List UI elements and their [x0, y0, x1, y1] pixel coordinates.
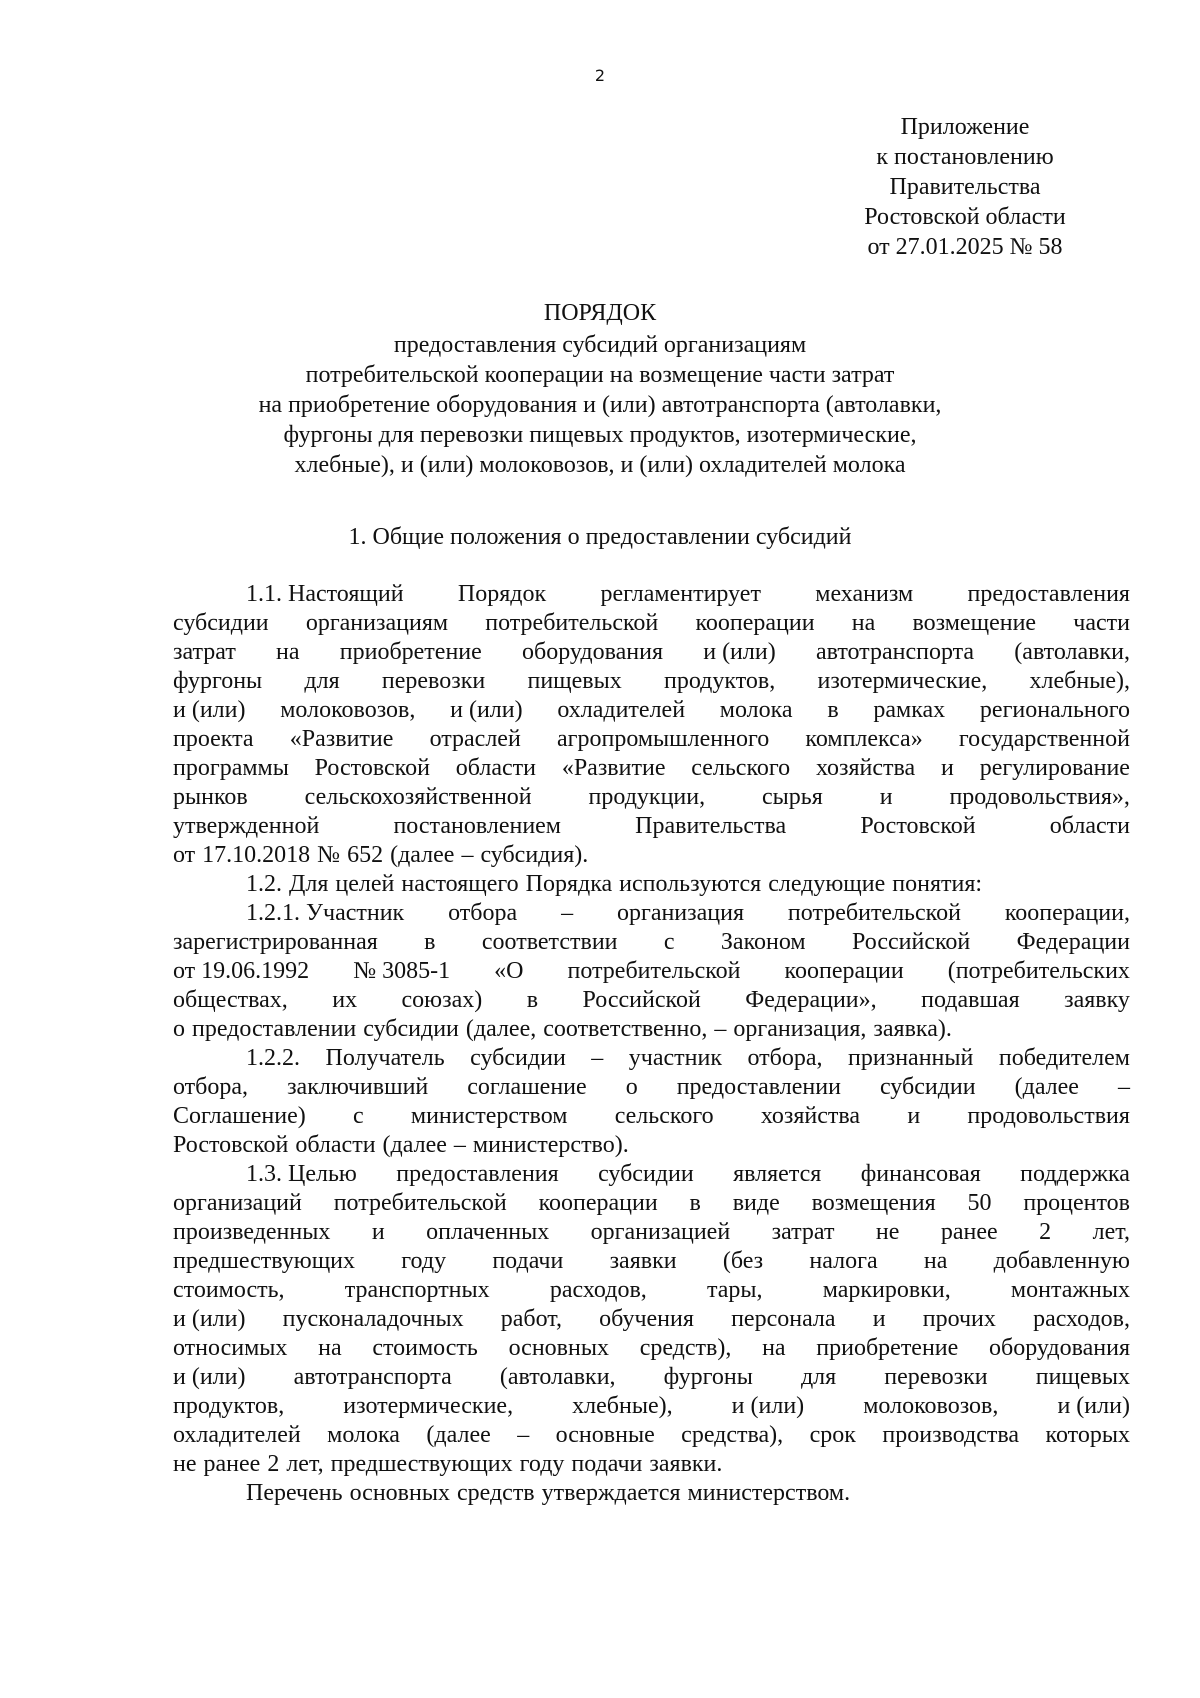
body-word: перевозки	[381, 668, 486, 694]
body-word: процентов	[1023, 1190, 1130, 1216]
body-word: Правительства	[635, 813, 787, 839]
body-word: сельскохозяйственной	[304, 784, 532, 810]
annex-line: Ростовской области	[864, 204, 1066, 230]
body-word: потребительской	[567, 958, 741, 984]
body-word: Порядок	[457, 581, 547, 607]
body-line	[173, 696, 1130, 725]
body-word: маркировки,	[822, 1277, 951, 1303]
body-word: на	[276, 639, 300, 665]
body-word: с	[663, 929, 675, 955]
body-word: заявка).	[873, 1016, 952, 1042]
body-word: Для	[289, 871, 329, 897]
body-word: заключивший	[287, 1074, 429, 1100]
body-word: министерство).	[472, 1132, 629, 1158]
body-word: заявки	[609, 1248, 677, 1274]
body-word: охладителей	[557, 697, 686, 723]
body-word: расходов,	[549, 1277, 647, 1303]
body-word: –	[561, 900, 574, 926]
body-word: приобретение	[816, 1335, 959, 1361]
body-word: и (или)	[450, 697, 523, 723]
body-word: субсидии	[363, 1016, 459, 1042]
body-word: предоставления	[967, 581, 1130, 607]
body-word: организацией	[590, 1219, 731, 1245]
body-word: и	[371, 1219, 385, 1245]
body-word: 17.10.2018	[202, 842, 311, 868]
body-line	[173, 1276, 1130, 1305]
body-word: на	[851, 610, 876, 636]
body-line	[173, 783, 1130, 812]
body-word: обществах,	[173, 987, 288, 1013]
body-word: –	[591, 1045, 604, 1071]
body-word: и (или)	[173, 1306, 246, 1332]
body-word: не	[875, 1219, 900, 1245]
body-word: заявку	[1064, 987, 1130, 1013]
body-word: приобретение	[339, 639, 482, 665]
body-word: производства	[882, 1422, 1020, 1448]
body-word: потребительской	[485, 610, 659, 636]
body-word: №	[317, 842, 341, 868]
body-word: государственной	[958, 726, 1130, 752]
body-word: сельского	[614, 1103, 714, 1129]
body-word: ранее	[203, 1451, 261, 1477]
document-title: ПОРЯДОК	[543, 300, 657, 326]
body-word: от	[173, 842, 196, 868]
body-word: кооперации,	[1004, 900, 1130, 926]
body-word: (далее	[426, 1422, 491, 1448]
body-word: средства),	[681, 1422, 784, 1448]
body-word: Перечень	[246, 1480, 343, 1506]
body-word: на	[923, 1248, 948, 1274]
body-word: фургоны	[173, 668, 263, 694]
body-word: и (или)	[731, 1393, 805, 1419]
body-word: отраслей	[429, 726, 521, 752]
body-word: Порядка	[525, 871, 613, 897]
body-word: следующие	[768, 871, 886, 897]
body-word: с	[352, 1103, 364, 1129]
body-word: области	[1049, 813, 1130, 839]
body-word: (без	[722, 1248, 764, 1274]
body-word: подачи	[492, 1248, 564, 1274]
body-word: регулирование	[979, 755, 1130, 781]
body-word: основных	[508, 1335, 609, 1361]
annex-block	[840, 112, 1090, 262]
body-word: предшествующих	[173, 1248, 356, 1274]
body-word: в	[424, 929, 436, 955]
body-word: Законом	[720, 929, 806, 955]
body-word: их	[332, 987, 358, 1013]
body-word: о	[625, 1074, 638, 1100]
body-word: о	[173, 1016, 185, 1042]
body-word: перевозки	[884, 1364, 988, 1390]
body-word: потребительской	[787, 900, 961, 926]
body-line	[173, 1218, 1130, 1247]
body-word: 2	[267, 1451, 280, 1477]
annex-line: Приложение	[900, 114, 1030, 140]
body-word: настоящего	[401, 871, 519, 897]
body-word: произведенных	[173, 1219, 331, 1245]
body-line	[173, 1363, 1130, 1392]
body-word: проекта	[173, 726, 254, 752]
body-word: предоставлении	[676, 1074, 841, 1100]
body-line	[173, 841, 1130, 870]
body-word: министерством.	[687, 1480, 851, 1506]
body-word: соглашение	[467, 1074, 587, 1100]
body-word: целей	[335, 871, 395, 897]
body-word: –	[1117, 1074, 1130, 1100]
body-word: персонала	[731, 1306, 836, 1332]
body-word: министерством	[410, 1103, 568, 1129]
body-word: основных	[349, 1480, 450, 1506]
body-word: организациям	[305, 610, 449, 636]
body-word: продовольствия	[967, 1103, 1130, 1129]
body-word: отбора,	[173, 1074, 249, 1100]
body-line	[173, 1479, 1130, 1508]
body-word: заявки.	[649, 1451, 723, 1477]
body-word: Получатель	[325, 1045, 445, 1071]
body-line	[173, 580, 1130, 609]
body-word: 2	[1039, 1219, 1052, 1245]
body-word: охладителей	[173, 1422, 301, 1448]
body-word: признанный	[848, 1045, 974, 1071]
body-word: кооперации	[538, 1190, 658, 1216]
body-word: 652	[347, 842, 384, 868]
body-word: субсидии	[470, 1045, 566, 1071]
document-subtitle-line: предоставления субсидий организациям	[393, 332, 807, 358]
body-word: продовольствия»,	[949, 784, 1130, 810]
body-word: № 3085-1	[353, 958, 451, 984]
body-word: в	[526, 987, 539, 1013]
body-word: субсидии	[879, 1074, 976, 1100]
body-word: «Развитие	[289, 726, 394, 752]
body-word: регламентирует	[600, 581, 761, 607]
body-word: и (или)	[1057, 1393, 1130, 1419]
body-word: прочих	[922, 1306, 996, 1332]
body-line	[173, 957, 1130, 986]
body-line	[173, 1102, 1130, 1131]
body-word: кооперации	[695, 610, 815, 636]
body-line	[173, 928, 1130, 957]
body-word: комплекса»	[805, 726, 923, 752]
body-word: возмещения	[811, 1190, 936, 1216]
body-word: году	[401, 1248, 447, 1274]
body-word: основные	[555, 1422, 655, 1448]
body-word: рамках	[873, 697, 946, 723]
body-word: в	[689, 1190, 701, 1216]
body-word: году	[519, 1451, 565, 1477]
body-word: на	[762, 1335, 786, 1361]
body-word: обучения	[599, 1306, 694, 1332]
body-word: предшествующих	[330, 1451, 513, 1477]
body-line	[173, 609, 1130, 638]
body-word: 1.2.	[246, 871, 282, 897]
body-word: Ростовской	[314, 755, 430, 781]
body-word: автотранспорта	[815, 639, 975, 665]
body-line	[173, 1247, 1130, 1276]
body-word: кооперации	[784, 958, 904, 984]
body-word: продуктов,	[664, 668, 776, 694]
body-line	[173, 1334, 1130, 1363]
document-subtitle-line: фургоны для перевозки пищевых продуктов, изотермические,	[283, 422, 917, 448]
body-word: 1.2.1. Участник	[246, 900, 405, 926]
body-line	[173, 667, 1130, 696]
body-line	[173, 1450, 1130, 1479]
body-line	[173, 1015, 1130, 1044]
body-line	[173, 1421, 1130, 1450]
body-word: возмещение	[912, 610, 1037, 636]
body-word: средств),	[639, 1335, 732, 1361]
body-word: молока	[719, 697, 793, 723]
body-word: и (или)	[173, 1364, 246, 1390]
body-word: предоставлении	[192, 1016, 357, 1042]
body-word: постановлением	[393, 813, 561, 839]
body-word: отбора	[448, 900, 518, 926]
body-word: –	[453, 1132, 466, 1158]
body-word: организация,	[733, 1016, 867, 1042]
body-word: лет,	[286, 1451, 324, 1477]
body-word: ранее	[940, 1219, 998, 1245]
body-word: 1.2.2.	[246, 1045, 300, 1071]
body-word: (автолавки,	[1014, 639, 1130, 665]
annex-line: от 27.01.2025 № 58	[867, 234, 1063, 260]
body-word: монтажных	[1010, 1277, 1130, 1303]
body-line	[173, 638, 1130, 667]
body-word: автотранспорта	[293, 1364, 452, 1390]
body-word: для	[800, 1364, 837, 1390]
body-word: пусконаладочных	[282, 1306, 464, 1332]
body-word: (далее	[1014, 1074, 1079, 1100]
body-word: является	[733, 1161, 822, 1187]
body-word: предоставления	[396, 1161, 559, 1187]
body-word: и (или)	[173, 697, 246, 723]
section-heading: 1. Общие положения о предоставлении субсидий	[348, 524, 852, 550]
body-line	[173, 1392, 1130, 1421]
body-word: рынков	[173, 784, 248, 810]
body-word: работ,	[500, 1306, 562, 1332]
body-word: сырья	[762, 784, 823, 810]
body-line	[173, 812, 1130, 841]
body-line	[173, 1189, 1130, 1218]
body-word: пищевых	[527, 668, 622, 694]
body-word: области	[455, 755, 537, 781]
body-word: –	[517, 1422, 530, 1448]
body-word: области	[295, 1132, 376, 1158]
body-word: подачи	[571, 1451, 643, 1477]
body-word: изотермические,	[817, 668, 988, 694]
body-word: добавленную	[993, 1248, 1130, 1274]
body-word: (автолавки,	[499, 1364, 616, 1390]
body-word: оплаченных	[426, 1219, 550, 1245]
body-word: хлебные),	[1029, 668, 1130, 694]
body-word: Федерации»,	[745, 987, 877, 1013]
body-word: и (или)	[703, 639, 776, 665]
body-word: «Развитие	[561, 755, 666, 781]
body-word: и	[941, 755, 954, 781]
body-word: фургоны	[663, 1364, 753, 1390]
body-line	[173, 1073, 1130, 1102]
body-line	[173, 986, 1130, 1015]
annex-line: к постановлению	[876, 144, 1054, 170]
body-word: стоимость	[372, 1335, 478, 1361]
body-word: (далее	[390, 842, 455, 868]
body-word: молока	[327, 1422, 400, 1448]
body-word: лет,	[1092, 1219, 1130, 1245]
body-line	[173, 899, 1130, 928]
body-word: механизм	[815, 581, 914, 607]
body-word: и	[879, 784, 893, 810]
body-word: отбора,	[747, 1045, 823, 1071]
body-word: подавшая	[921, 987, 1020, 1013]
body-word: тары,	[706, 1277, 763, 1303]
body-word: –	[714, 1016, 727, 1042]
body-line	[173, 1131, 1130, 1160]
body-word: утвержденной	[173, 813, 320, 839]
body-word: союзах)	[401, 987, 483, 1013]
body-word: субсидии	[598, 1161, 694, 1187]
body-word: которых	[1045, 1422, 1130, 1448]
body-word: участник	[628, 1045, 722, 1071]
body-word: потребительской	[333, 1190, 507, 1216]
annex-line: Правительства	[889, 174, 1041, 200]
body-word: оборудования	[989, 1335, 1130, 1361]
body-word: 1.1. Настоящий	[246, 581, 404, 607]
body-word: для	[304, 668, 340, 694]
body-word: зарегистрированная	[173, 929, 378, 955]
page-number: 2	[594, 66, 606, 85]
body-word: (потребительских	[947, 958, 1130, 984]
body-word: хлебные),	[572, 1393, 673, 1419]
document-subtitle-line: на приобретение оборудования и (или) автотранспорта (автолавки,	[258, 392, 942, 418]
body-word: на	[318, 1335, 342, 1361]
body-word: части	[1073, 610, 1130, 636]
body-word: организаций	[173, 1190, 302, 1216]
body-word: Федерации	[1016, 929, 1130, 955]
body-word: понятия:	[892, 871, 983, 897]
body-word: пищевых	[1035, 1364, 1130, 1390]
body-word: не	[173, 1451, 197, 1477]
body-word: используются	[619, 871, 762, 897]
body-word: и	[872, 1306, 886, 1332]
document-subtitle-line: потребительской кооперации на возмещение части затрат	[305, 362, 895, 388]
body-word: Ростовской	[860, 813, 976, 839]
body-word: средств	[456, 1480, 535, 1506]
body-word: хозяйства	[815, 755, 916, 781]
body-word: срок	[809, 1422, 856, 1448]
body-word: виде	[732, 1190, 780, 1216]
body-word: победителем	[998, 1045, 1130, 1071]
body-word: регионального	[979, 697, 1130, 723]
body-line	[173, 1044, 1130, 1073]
body-word: поддержка	[1020, 1161, 1130, 1187]
body-word: (далее	[382, 1132, 447, 1158]
body-word: в	[827, 697, 839, 723]
body-line	[173, 870, 1130, 899]
body-word: финансовая	[860, 1161, 981, 1187]
body-word: Ростовской	[173, 1132, 289, 1158]
body-word: продукции,	[588, 784, 706, 810]
body-word: субсидия).	[480, 842, 589, 868]
body-line	[173, 1305, 1130, 1334]
body-word: затрат	[173, 639, 236, 665]
body-word: расходов,	[1033, 1306, 1130, 1332]
document-title-block	[150, 298, 1050, 480]
body-line	[173, 725, 1130, 754]
body-word: агропромышленного	[556, 726, 770, 752]
body-line	[173, 1160, 1130, 1189]
body-line	[173, 754, 1130, 783]
body-word: молоковозов,	[280, 697, 416, 723]
body-word: налога	[809, 1248, 878, 1274]
body-word: и	[907, 1103, 921, 1129]
body-word: стоимость,	[173, 1277, 285, 1303]
body-word: соответственно,	[543, 1016, 708, 1042]
body-word: 1.3. Целью	[246, 1161, 357, 1187]
body-text	[173, 580, 1130, 1508]
body-word: молоковозов,	[863, 1393, 999, 1419]
body-word: затрат	[771, 1219, 835, 1245]
body-word: –	[461, 842, 474, 868]
body-word: субсидии	[173, 610, 269, 636]
body-word: утверждается	[541, 1480, 681, 1506]
body-word: (далее,	[465, 1016, 537, 1042]
body-word: программы	[173, 755, 289, 781]
body-word: относимых	[173, 1335, 288, 1361]
body-word: организация	[616, 900, 745, 926]
body-word: изотермические,	[343, 1393, 514, 1419]
body-word: сельского	[691, 755, 791, 781]
body-word: Российской	[851, 929, 971, 955]
body-word: Соглашение)	[173, 1103, 306, 1129]
body-word: продуктов,	[173, 1393, 285, 1419]
body-word: транспортных	[344, 1277, 490, 1303]
document-subtitle-line: хлебные), и (или) молоковозов, и (или) охладителей молока	[294, 452, 906, 478]
body-word: «О	[494, 958, 524, 984]
body-word: 50	[967, 1190, 992, 1216]
body-word: Российской	[582, 987, 701, 1013]
body-word: от 19.06.1992	[173, 958, 310, 984]
body-word: оборудования	[522, 639, 663, 665]
body-word: соответствии	[481, 929, 618, 955]
body-word: хозяйства	[760, 1103, 861, 1129]
